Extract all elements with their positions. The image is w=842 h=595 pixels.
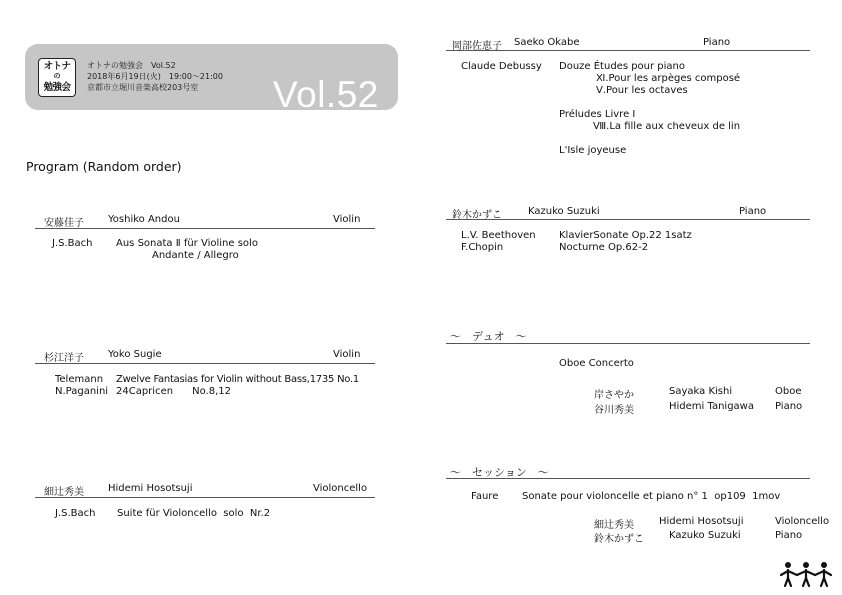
performer-name-ja: 細辻秀美 <box>594 520 634 531</box>
session-heading: ～ セッション ～ <box>450 466 549 479</box>
performer-instrument: Piano <box>739 206 767 217</box>
performer-instrument: Oboe <box>775 386 802 397</box>
divider <box>446 478 810 479</box>
piece-title: Douze Études pour piano <box>559 61 686 72</box>
program-heading: Program (Random order) <box>26 159 182 174</box>
piece-movement: Ⅷ.La fille aux cheveux de lin <box>593 121 741 132</box>
header-banner <box>25 44 398 115</box>
piece-title: Préludes Livre Ⅰ <box>559 109 636 120</box>
performer-instrument: Piano <box>775 401 803 412</box>
piece-title: L'Isle joyeuse <box>559 145 627 156</box>
piece-movement: Ⅴ.Pour les octaves <box>596 85 688 96</box>
piece-movements: Andante / Allegro <box>152 250 239 261</box>
performer-name-en: Hidemi Hosotsuji <box>108 483 193 494</box>
piece-title: Nocturne Op.62-2 <box>559 242 649 253</box>
performer-name-en: Yoshiko Andou <box>108 214 180 225</box>
piece-title: Zwelve Fantasias for Violin without Bass,1735 No.1 <box>116 374 360 385</box>
performer-name-en: Hidemi Tanigawa <box>669 401 754 412</box>
performer-name-en: Hidemi Hosotsuji <box>659 516 744 527</box>
piece-movement: Ⅺ.Pour les arpèges composé <box>596 73 741 84</box>
piece-title: Oboe Concerto <box>559 358 634 369</box>
event-line: オトナの勉強会 Vol.52 <box>87 61 176 70</box>
logo-line-3: 勉強会 <box>43 82 71 93</box>
logo <box>38 58 76 97</box>
divider <box>35 497 375 498</box>
volume-number: Vol.52 <box>273 74 379 115</box>
piece-title: Aus Sonata Ⅱ für Violine solo <box>116 238 258 249</box>
piece-title: Sonate pour violoncelle et piano n° 1 op109 1mov <box>522 491 781 502</box>
composer: Claude Debussy <box>461 61 542 72</box>
composer: J.S.Bach <box>55 508 96 519</box>
performer-name-ja: 安藤佳子 <box>44 218 84 229</box>
performer-instrument: Piano <box>703 37 731 48</box>
divider <box>35 363 375 364</box>
duo-heading: ～ デュオ ～ <box>450 330 527 343</box>
piece-title: Suite für Violoncello solo Nr.2 <box>117 508 271 519</box>
composer: Telemann <box>55 374 104 385</box>
composer: L.V. Beethoven <box>461 230 536 241</box>
performer-instrument: Violin <box>333 214 361 225</box>
performer-name-ja: 鈴木かずこ <box>594 534 644 545</box>
datetime-line: 2018年6月19日(火) 19:00～21:00 <box>87 72 223 81</box>
divider <box>446 219 810 220</box>
performer-name-ja: 杉江洋子 <box>44 353 84 364</box>
logo-line-2: の <box>53 72 61 80</box>
divider <box>446 343 810 344</box>
piece-title: 24Capricen No.8,12 <box>116 386 231 397</box>
performer-name-en: Yoko Sugie <box>108 349 162 360</box>
three-people-icon <box>779 561 833 587</box>
venue-line: 京都市立堀川音楽高校203号室 <box>87 83 199 92</box>
logo-line-1: オトナ <box>43 61 71 72</box>
divider <box>35 228 375 229</box>
performer-name-en: Sayaka Kishi <box>669 386 733 397</box>
performer-name-ja: 岡部佐恵子 <box>452 41 502 52</box>
performer-name-en: Kazuko Suzuki <box>669 530 741 541</box>
performer-name-en: Saeko Okabe <box>514 37 580 48</box>
performer-name-ja: 岸さやか <box>594 390 634 401</box>
piece-title: KlavierSonate Op.22 1satz <box>559 230 692 241</box>
performer-instrument: Violoncello <box>775 516 830 527</box>
performer-instrument: Violoncello <box>313 483 368 494</box>
performer-name-ja: 細辻秀美 <box>44 487 84 498</box>
performer-name-ja: 谷川秀美 <box>594 405 634 416</box>
composer: F.Chopin <box>461 242 504 253</box>
composer: N.Paganini <box>55 386 109 397</box>
performer-instrument: Piano <box>775 530 803 541</box>
performer-instrument: Violin <box>333 349 361 360</box>
performer-name-en: Kazuko Suzuki <box>528 206 600 217</box>
divider <box>446 50 810 51</box>
performer-name-ja: 鈴木かずこ <box>452 210 502 221</box>
composer: Faure <box>471 491 499 502</box>
composer: J.S.Bach <box>52 238 93 249</box>
